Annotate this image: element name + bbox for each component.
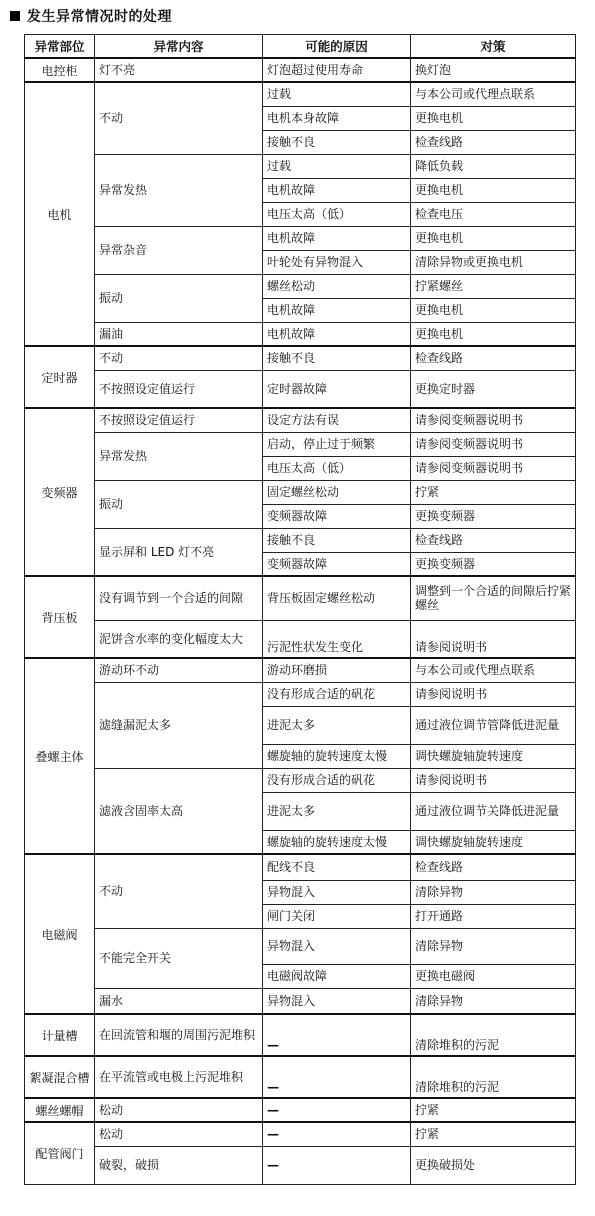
- part-cell: 背压板: [25, 576, 95, 658]
- symptom-cell: 滤液含固率太高: [95, 768, 263, 854]
- cause-cell: 螺旋轴的旋转速度太慢: [263, 830, 411, 854]
- table-row: [25, 322, 576, 346]
- cause-cell: 电机故障: [263, 226, 411, 250]
- table-row: [25, 658, 576, 682]
- symptom-cell: 灯不亮: [95, 58, 263, 82]
- table-row: [25, 682, 576, 706]
- cause-cell: 灯泡超过使用寿命: [263, 58, 411, 82]
- fix-cell: 请参阅说明书: [411, 768, 576, 792]
- header-symptom: 异常内容: [95, 35, 263, 59]
- fix-cell: 拧紧: [411, 1122, 576, 1146]
- fix-cell: 清除异物: [411, 880, 576, 904]
- cause-cell: 背压板固定螺丝松动: [263, 576, 411, 620]
- symptom-cell: 滤缝漏泥太多: [95, 682, 263, 768]
- fix-cell: 更换变频器: [411, 504, 576, 528]
- cause-cell: —: [263, 1122, 411, 1146]
- fix-cell: 与本公司或代理点联系: [411, 82, 576, 106]
- fix-cell: 清除异物: [411, 988, 576, 1014]
- fix-cell: 调快螺旋轴旋转速度: [411, 830, 576, 854]
- table-row: [25, 58, 576, 82]
- part-cell: 螺丝螺帽: [25, 1098, 95, 1122]
- table-row: [25, 432, 576, 456]
- table-row: [25, 226, 576, 250]
- section-title-text: 发生异常情况时的处理: [27, 9, 172, 25]
- fix-cell: 与本公司或代理点联系: [411, 658, 576, 682]
- fix-cell: 请参阅变频器说明书: [411, 432, 576, 456]
- part-cell: 电控柜: [25, 58, 95, 82]
- square-bullet-icon: [10, 11, 20, 21]
- cause-cell: 螺丝松动: [263, 274, 411, 298]
- symptom-cell: 异常发热: [95, 432, 263, 480]
- table-row: [25, 480, 576, 504]
- cause-cell: —: [263, 1014, 411, 1056]
- fix-cell: 清除堆积的污泥: [411, 1014, 576, 1056]
- troubleshooting-table: [24, 34, 576, 1185]
- fix-cell: 通过液位调节关降低进泥量: [411, 792, 576, 830]
- symptom-cell: 不动: [95, 854, 263, 928]
- cause-cell: 设定方法有误: [263, 408, 411, 432]
- header-row: [25, 35, 576, 59]
- table-row: [25, 854, 576, 880]
- cause-cell: 污泥性状发生变化: [263, 620, 411, 658]
- fix-cell: 请参阅变频器说明书: [411, 408, 576, 432]
- table-row: [25, 1146, 576, 1184]
- table-row: [25, 1014, 576, 1056]
- part-cell: 叠螺主体: [25, 658, 95, 854]
- cause-cell: 接触不良: [263, 528, 411, 552]
- symptom-cell: 不动: [95, 346, 263, 370]
- part-cell: 计量槽: [25, 1014, 95, 1056]
- fix-cell: 更换电机: [411, 322, 576, 346]
- fix-cell: 请参阅说明书: [411, 620, 576, 658]
- cause-cell: 没有形成合适的矾花: [263, 768, 411, 792]
- table-row: [25, 1056, 576, 1098]
- fix-cell: 请参阅变频器说明书: [411, 456, 576, 480]
- symptom-cell: 没有调节到一个合适的间隙: [95, 576, 263, 620]
- fix-cell: 清除异物或更换电机: [411, 250, 576, 274]
- header-part: 异常部位: [25, 35, 95, 59]
- cause-cell: 进泥太多: [263, 706, 411, 744]
- fix-cell: 检查线路: [411, 854, 576, 880]
- table-row: [25, 274, 576, 298]
- fix-cell: 检查线路: [411, 130, 576, 154]
- table-row: [25, 620, 576, 658]
- fix-cell: 检查线路: [411, 528, 576, 552]
- fix-cell: 检查线路: [411, 346, 576, 370]
- cause-cell: 螺旋轴的旋转速度太慢: [263, 744, 411, 768]
- header-cause: 可能的原因: [263, 35, 411, 59]
- fix-cell: 更换破损处: [411, 1146, 576, 1184]
- cause-cell: 固定螺丝松动: [263, 480, 411, 504]
- symptom-cell: 振动: [95, 274, 263, 322]
- part-cell: 变频器: [25, 408, 95, 576]
- cause-cell: 电压太高（低）: [263, 456, 411, 480]
- fix-cell: 拧紧螺丝: [411, 274, 576, 298]
- symptom-cell: 显示屏和 LED 灯不亮: [95, 528, 263, 576]
- fix-cell: 降低负载: [411, 154, 576, 178]
- symptom-cell: 在回流管和堰的周围污泥堆积: [95, 1014, 263, 1056]
- table-row: [25, 988, 576, 1014]
- symptom-cell: 泥饼含水率的变化幅度太大: [95, 620, 263, 658]
- cause-cell: 异物混入: [263, 988, 411, 1014]
- cause-cell: 接触不良: [263, 346, 411, 370]
- cause-cell: 电机故障: [263, 298, 411, 322]
- part-cell: 定时器: [25, 346, 95, 408]
- fix-cell: 调整到一个合适的间隙后拧紧螺丝: [411, 576, 576, 620]
- cause-cell: 异物混入: [263, 880, 411, 904]
- table-row: [25, 576, 576, 620]
- cause-cell: 电磁阀故障: [263, 964, 411, 988]
- table-row: [25, 1122, 576, 1146]
- part-cell: 絮凝混合槽: [25, 1056, 95, 1098]
- symptom-cell: 破裂，破损: [95, 1146, 263, 1184]
- symptom-cell: 松动: [95, 1122, 263, 1146]
- symptom-cell: 不能完全开关: [95, 928, 263, 988]
- table-row: [25, 1098, 576, 1122]
- cause-cell: 接触不良: [263, 130, 411, 154]
- fix-cell: 更换电机: [411, 298, 576, 322]
- fix-cell: 更换定时器: [411, 370, 576, 408]
- fix-cell: 更换电机: [411, 106, 576, 130]
- part-cell: 电机: [25, 82, 95, 346]
- symptom-cell: 异常杂音: [95, 226, 263, 274]
- fix-cell: 清除异物: [411, 928, 576, 964]
- fix-cell: 清除堆积的污泥: [411, 1056, 576, 1098]
- cause-cell: 定时器故障: [263, 370, 411, 408]
- cause-cell: 进泥太多: [263, 792, 411, 830]
- fix-cell: 换灯泡: [411, 58, 576, 82]
- cause-cell: —: [263, 1098, 411, 1122]
- cause-cell: 电机故障: [263, 178, 411, 202]
- table-row: [25, 154, 576, 178]
- fix-cell: 通过液位调节管降低进泥量: [411, 706, 576, 744]
- cause-cell: 启动，停止过于频繁: [263, 432, 411, 456]
- fix-cell: 更换电机: [411, 178, 576, 202]
- cause-cell: 异物混入: [263, 928, 411, 964]
- part-cell: 电磁阀: [25, 854, 95, 1014]
- fix-cell: 调快螺旋轴旋转速度: [411, 744, 576, 768]
- cause-cell: 电压太高（低）: [263, 202, 411, 226]
- symptom-cell: 漏水: [95, 988, 263, 1014]
- cause-cell: 变频器故障: [263, 504, 411, 528]
- table-row: [25, 768, 576, 792]
- fix-cell: 更换电磁阀: [411, 964, 576, 988]
- symptom-cell: 游动环不动: [95, 658, 263, 682]
- cause-cell: 变频器故障: [263, 552, 411, 576]
- fix-cell: 更换电机: [411, 226, 576, 250]
- cause-cell: 叶轮处有异物混入: [263, 250, 411, 274]
- part-cell: 配管阀门: [25, 1122, 95, 1184]
- cause-cell: 过载: [263, 154, 411, 178]
- table-row: [25, 346, 576, 370]
- symptom-cell: 不按照设定值运行: [95, 408, 263, 432]
- cause-cell: 游动环磨损: [263, 658, 411, 682]
- cause-cell: —: [263, 1146, 411, 1184]
- table-row: [25, 370, 576, 408]
- fix-cell: 拧紧: [411, 480, 576, 504]
- table-row: [25, 928, 576, 964]
- header-fix: 对策: [411, 35, 576, 59]
- symptom-cell: 异常发热: [95, 154, 263, 226]
- symptom-cell: 不动: [95, 82, 263, 154]
- fix-cell: 打开通路: [411, 904, 576, 928]
- symptom-cell: 在平流管或电极上污泥堆积: [95, 1056, 263, 1098]
- cause-cell: 没有形成合适的矾花: [263, 682, 411, 706]
- fix-cell: 请参阅说明书: [411, 682, 576, 706]
- symptom-cell: 漏油: [95, 322, 263, 346]
- cause-cell: 电机本身故障: [263, 106, 411, 130]
- symptom-cell: 不按照设定值运行: [95, 370, 263, 408]
- cause-cell: —: [263, 1056, 411, 1098]
- fix-cell: 更换变频器: [411, 552, 576, 576]
- section-title: [10, 5, 172, 29]
- cause-cell: 过载: [263, 82, 411, 106]
- symptom-cell: 松动: [95, 1098, 263, 1122]
- cause-cell: 电机故障: [263, 322, 411, 346]
- table-row: [25, 528, 576, 552]
- fix-cell: 拧紧: [411, 1098, 576, 1122]
- cause-cell: 闸门关闭: [263, 904, 411, 928]
- symptom-cell: 振动: [95, 480, 263, 528]
- table-row: [25, 82, 576, 106]
- table-row: [25, 408, 576, 432]
- fix-cell: 检查电压: [411, 202, 576, 226]
- cause-cell: 配线不良: [263, 854, 411, 880]
